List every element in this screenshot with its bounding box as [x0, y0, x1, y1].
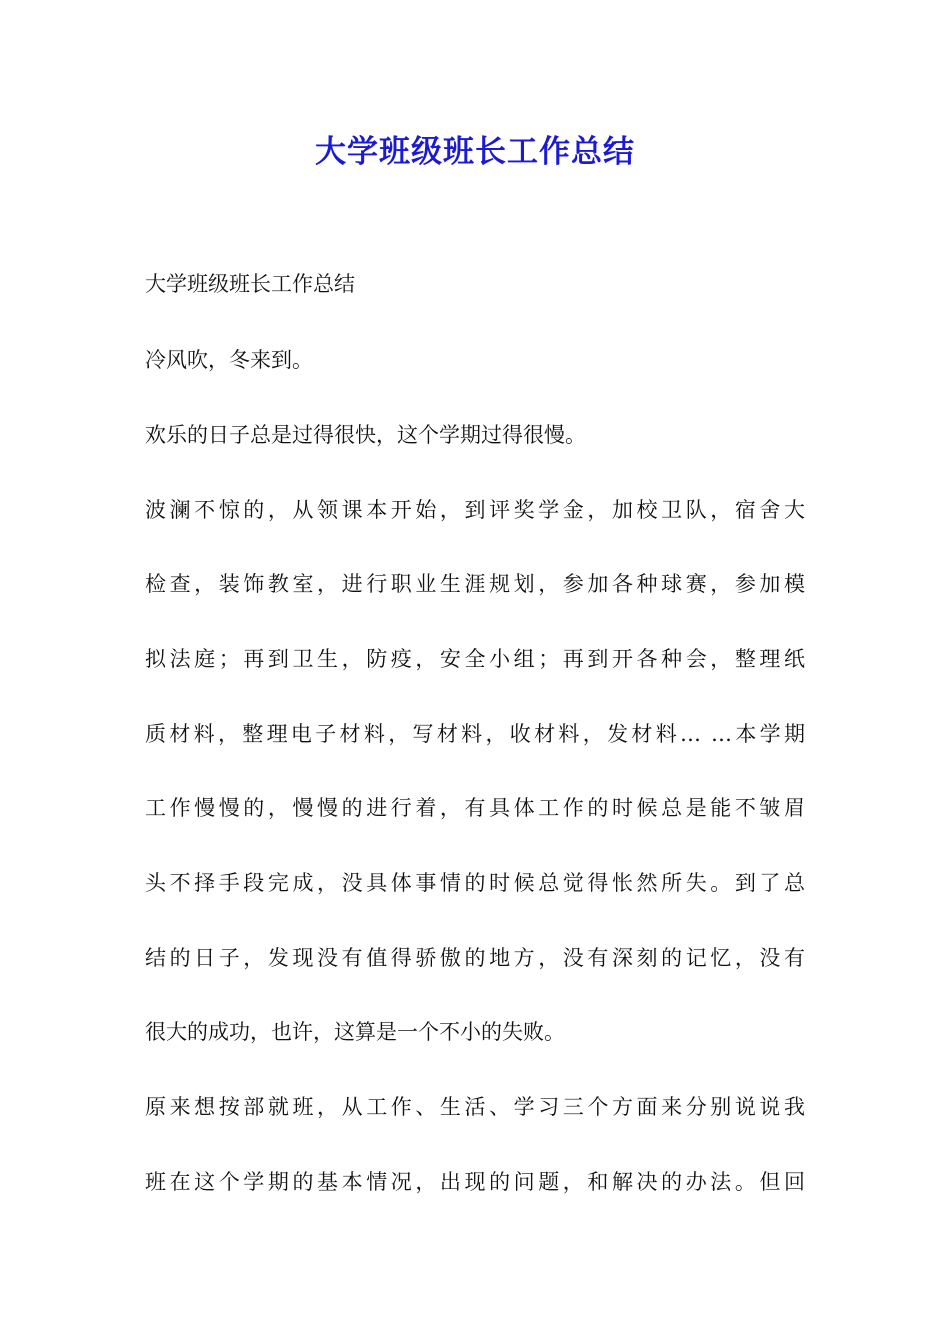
- text-line: 质材料，整理电子材料，写材料，收材料，发材料… …本学期: [145, 722, 805, 746]
- text-line: 拟法庭；再到卫生，防疫，安全小组；再到开各种会，整理纸: [145, 647, 805, 671]
- text-line: 班在这个学期的基本情况，出现的问题，和解决的办法。但回: [145, 1170, 805, 1194]
- text-line: 冷风吹，冬来到。: [145, 348, 313, 372]
- text-line: 工作慢慢的，慢慢的进行着，有具体工作的时候总是能不皱眉: [145, 796, 805, 820]
- text-line: 很大的成功，也许，这算是一个不小的失败。: [145, 1020, 565, 1044]
- text-line: 原来想按部就班，从工作、生活、学习三个方面来分别说说我: [145, 1095, 805, 1119]
- text-line-subtitle: 大学班级班长工作总结: [145, 272, 355, 296]
- text-line: 欢乐的日子总是过得很快，这个学期过得很慢。: [145, 423, 586, 447]
- text-line: 结的日子，发现没有值得骄傲的地方，没有深刻的记忆，没有: [145, 946, 805, 970]
- text-line: 波澜不惊的，从领课本开始，到评奖学金，加校卫队，宿舍大: [145, 498, 805, 522]
- text-line: 头不择手段完成，没具体事情的时候总觉得怅然所失。到了总: [145, 871, 805, 895]
- text-line: 检查，装饰教室，进行职业生涯规划，参加各种球赛，参加模: [145, 572, 805, 596]
- document-title: 大学班级班长工作总结: [315, 134, 635, 170]
